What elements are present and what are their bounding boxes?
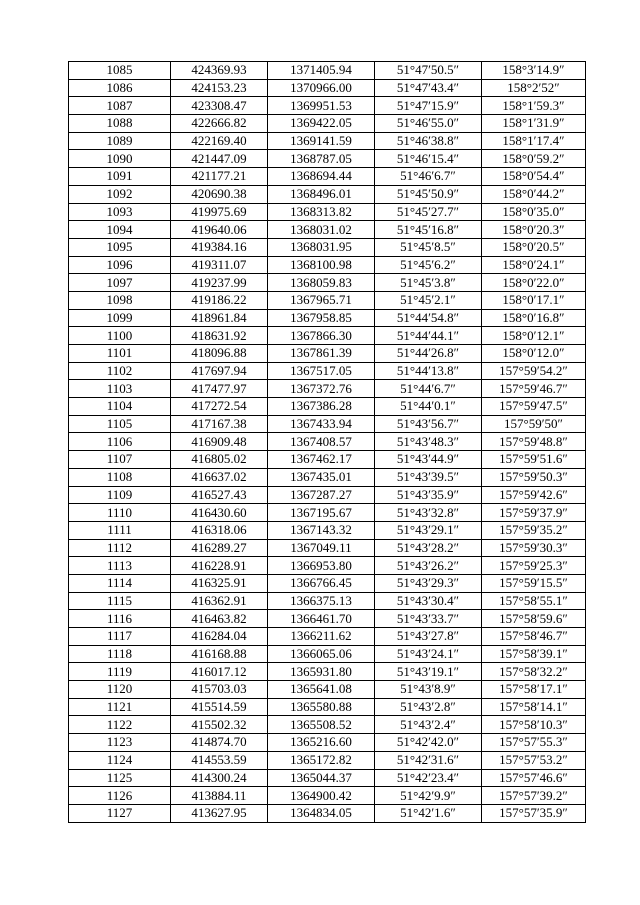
x-coordinate-cell: 416284.04 (171, 628, 268, 646)
latitude-cell: 51°44′6.7″ (375, 380, 482, 398)
y-coordinate-cell: 1368694.44 (268, 168, 375, 186)
table-row (69, 663, 586, 681)
table-row (69, 574, 586, 592)
point-number-cell: 1123 (69, 734, 171, 752)
y-coordinate-cell: 1368031.02 (268, 221, 375, 239)
point-number-cell: 1098 (69, 291, 171, 309)
point-number-cell: 1097 (69, 274, 171, 292)
longitude-cell: 158°0′44.2″ (482, 185, 586, 203)
point-number-cell: 1091 (69, 168, 171, 186)
latitude-cell: 51°43′30.4″ (375, 592, 482, 610)
longitude-cell: 157°58′32.2″ (482, 663, 586, 681)
coordinates-table-body (69, 62, 586, 823)
y-coordinate-cell: 1369141.59 (268, 132, 375, 150)
y-coordinate-cell: 1365508.52 (268, 716, 375, 734)
x-coordinate-cell: 419311.07 (171, 256, 268, 274)
x-coordinate-cell: 418961.84 (171, 309, 268, 327)
longitude-cell: 158°3′14.9″ (482, 62, 586, 80)
point-number-cell: 1096 (69, 256, 171, 274)
latitude-cell: 51°44′26.8″ (375, 345, 482, 363)
longitude-cell: 157°59′54.2″ (482, 362, 586, 380)
point-number-cell: 1106 (69, 433, 171, 451)
x-coordinate-cell: 421447.09 (171, 150, 268, 168)
x-coordinate-cell: 416168.88 (171, 645, 268, 663)
table-row (69, 451, 586, 469)
table-row (69, 256, 586, 274)
longitude-cell: 157°58′46.7″ (482, 628, 586, 646)
table-row (69, 203, 586, 221)
table-row (69, 132, 586, 150)
latitude-cell: 51°43′26.2″ (375, 557, 482, 575)
point-number-cell: 1112 (69, 539, 171, 557)
y-coordinate-cell: 1367386.28 (268, 398, 375, 416)
table-row (69, 345, 586, 363)
table-row (69, 274, 586, 292)
x-coordinate-cell: 416017.12 (171, 663, 268, 681)
longitude-cell: 157°59′47.5″ (482, 398, 586, 416)
x-coordinate-cell: 421177.21 (171, 168, 268, 186)
point-number-cell: 1109 (69, 486, 171, 504)
x-coordinate-cell: 418096.88 (171, 345, 268, 363)
latitude-cell: 51°43′33.7″ (375, 610, 482, 628)
y-coordinate-cell: 1367372.76 (268, 380, 375, 398)
longitude-cell: 157°59′25.3″ (482, 557, 586, 575)
table-row (69, 628, 586, 646)
y-coordinate-cell: 1365216.60 (268, 734, 375, 752)
table-row (69, 486, 586, 504)
y-coordinate-cell: 1368313.82 (268, 203, 375, 221)
y-coordinate-cell: 1368031.95 (268, 238, 375, 256)
y-coordinate-cell: 1371405.94 (268, 62, 375, 80)
x-coordinate-cell: 415502.32 (171, 716, 268, 734)
point-number-cell: 1102 (69, 362, 171, 380)
y-coordinate-cell: 1368100.98 (268, 256, 375, 274)
y-coordinate-cell: 1366766.45 (268, 574, 375, 592)
longitude-cell: 157°59′50″ (482, 415, 586, 433)
latitude-cell: 51°43′8.9″ (375, 681, 482, 699)
longitude-cell: 157°59′15.5″ (482, 574, 586, 592)
point-number-cell: 1121 (69, 698, 171, 716)
longitude-cell: 157°59′37.9″ (482, 504, 586, 522)
y-coordinate-cell: 1367195.67 (268, 504, 375, 522)
table-row (69, 168, 586, 186)
table-row (69, 645, 586, 663)
longitude-cell: 157°57′46.6″ (482, 769, 586, 787)
longitude-cell: 157°58′59.6″ (482, 610, 586, 628)
longitude-cell: 157°58′55.1″ (482, 592, 586, 610)
latitude-cell: 51°45′6.2″ (375, 256, 482, 274)
longitude-cell: 158°0′20.3″ (482, 221, 586, 239)
longitude-cell: 158°1′17.4″ (482, 132, 586, 150)
latitude-cell: 51°47′43.4″ (375, 79, 482, 97)
longitude-cell: 158°0′54.4″ (482, 168, 586, 186)
y-coordinate-cell: 1367287.27 (268, 486, 375, 504)
latitude-cell: 51°43′2.8″ (375, 698, 482, 716)
latitude-cell: 51°42′9.9″ (375, 787, 482, 805)
table-row (69, 115, 586, 133)
point-number-cell: 1094 (69, 221, 171, 239)
x-coordinate-cell: 422666.82 (171, 115, 268, 133)
table-row (69, 238, 586, 256)
longitude-cell: 157°59′50.3″ (482, 468, 586, 486)
y-coordinate-cell: 1368787.05 (268, 150, 375, 168)
longitude-cell: 158°1′59.3″ (482, 97, 586, 115)
latitude-cell: 51°43′32.8″ (375, 504, 482, 522)
coordinates-table (68, 61, 586, 823)
x-coordinate-cell: 416527.43 (171, 486, 268, 504)
x-coordinate-cell: 417167.38 (171, 415, 268, 433)
longitude-cell: 157°57′55.3″ (482, 734, 586, 752)
x-coordinate-cell: 414553.59 (171, 751, 268, 769)
y-coordinate-cell: 1367435.01 (268, 468, 375, 486)
longitude-cell: 157°59′46.7″ (482, 380, 586, 398)
point-number-cell: 1090 (69, 150, 171, 168)
longitude-cell: 158°0′12.1″ (482, 327, 586, 345)
point-number-cell: 1093 (69, 203, 171, 221)
y-coordinate-cell: 1367143.32 (268, 521, 375, 539)
table-row (69, 592, 586, 610)
table-row (69, 327, 586, 345)
longitude-cell: 157°58′39.1″ (482, 645, 586, 663)
point-number-cell: 1089 (69, 132, 171, 150)
x-coordinate-cell: 419384.16 (171, 238, 268, 256)
point-number-cell: 1124 (69, 751, 171, 769)
x-coordinate-cell: 414874.70 (171, 734, 268, 752)
latitude-cell: 51°46′55.0″ (375, 115, 482, 133)
table-row (69, 291, 586, 309)
longitude-cell: 158°0′24.1″ (482, 256, 586, 274)
y-coordinate-cell: 1367462.17 (268, 451, 375, 469)
latitude-cell: 51°43′39.5″ (375, 468, 482, 486)
table-row (69, 398, 586, 416)
longitude-cell: 158°0′22.0″ (482, 274, 586, 292)
x-coordinate-cell: 420690.38 (171, 185, 268, 203)
latitude-cell: 51°46′38.8″ (375, 132, 482, 150)
table-row (69, 150, 586, 168)
y-coordinate-cell: 1367433.94 (268, 415, 375, 433)
point-number-cell: 1125 (69, 769, 171, 787)
y-coordinate-cell: 1365641.08 (268, 681, 375, 699)
latitude-cell: 51°43′35.9″ (375, 486, 482, 504)
x-coordinate-cell: 416637.02 (171, 468, 268, 486)
x-coordinate-cell: 419186.22 (171, 291, 268, 309)
x-coordinate-cell: 416289.27 (171, 539, 268, 557)
x-coordinate-cell: 413627.95 (171, 804, 268, 822)
y-coordinate-cell: 1366375.13 (268, 592, 375, 610)
latitude-cell: 51°44′13.8″ (375, 362, 482, 380)
y-coordinate-cell: 1364834.05 (268, 804, 375, 822)
latitude-cell: 51°43′29.1″ (375, 521, 482, 539)
table-row (69, 221, 586, 239)
table-row (69, 97, 586, 115)
longitude-cell: 158°0′17.1″ (482, 291, 586, 309)
x-coordinate-cell: 416228.91 (171, 557, 268, 575)
x-coordinate-cell: 424153.23 (171, 79, 268, 97)
point-number-cell: 1088 (69, 115, 171, 133)
y-coordinate-cell: 1368059.83 (268, 274, 375, 292)
y-coordinate-cell: 1365172.82 (268, 751, 375, 769)
point-number-cell: 1085 (69, 62, 171, 80)
x-coordinate-cell: 417477.97 (171, 380, 268, 398)
longitude-cell: 158°0′12.0″ (482, 345, 586, 363)
longitude-cell: 158°0′20.5″ (482, 238, 586, 256)
point-number-cell: 1092 (69, 185, 171, 203)
point-number-cell: 1110 (69, 504, 171, 522)
table-row (69, 681, 586, 699)
longitude-cell: 157°59′35.2″ (482, 521, 586, 539)
latitude-cell: 51°45′2.1″ (375, 291, 482, 309)
x-coordinate-cell: 416318.06 (171, 521, 268, 539)
x-coordinate-cell: 415514.59 (171, 698, 268, 716)
y-coordinate-cell: 1370966.00 (268, 79, 375, 97)
point-number-cell: 1086 (69, 79, 171, 97)
table-row (69, 433, 586, 451)
latitude-cell: 51°45′50.9″ (375, 185, 482, 203)
latitude-cell: 51°43′48.3″ (375, 433, 482, 451)
x-coordinate-cell: 416463.82 (171, 610, 268, 628)
latitude-cell: 51°43′2.4″ (375, 716, 482, 734)
x-coordinate-cell: 419640.06 (171, 221, 268, 239)
longitude-cell: 157°59′42.6″ (482, 486, 586, 504)
x-coordinate-cell: 422169.40 (171, 132, 268, 150)
point-number-cell: 1099 (69, 309, 171, 327)
table-row (69, 62, 586, 80)
x-coordinate-cell: 417272.54 (171, 398, 268, 416)
latitude-cell: 51°45′3.8″ (375, 274, 482, 292)
longitude-cell: 158°1′31.9″ (482, 115, 586, 133)
table-row (69, 415, 586, 433)
latitude-cell: 51°43′56.7″ (375, 415, 482, 433)
y-coordinate-cell: 1366065.06 (268, 645, 375, 663)
latitude-cell: 51°45′27.7″ (375, 203, 482, 221)
y-coordinate-cell: 1364900.42 (268, 787, 375, 805)
x-coordinate-cell: 416325.91 (171, 574, 268, 592)
point-number-cell: 1117 (69, 628, 171, 646)
table-row (69, 734, 586, 752)
point-number-cell: 1114 (69, 574, 171, 592)
latitude-cell: 51°43′28.2″ (375, 539, 482, 557)
table-row (69, 539, 586, 557)
table-row (69, 380, 586, 398)
latitude-cell: 51°42′31.6″ (375, 751, 482, 769)
x-coordinate-cell: 413884.11 (171, 787, 268, 805)
table-row (69, 79, 586, 97)
y-coordinate-cell: 1369951.53 (268, 97, 375, 115)
table-row (69, 769, 586, 787)
point-number-cell: 1115 (69, 592, 171, 610)
y-coordinate-cell: 1367861.39 (268, 345, 375, 363)
latitude-cell: 51°44′0.1″ (375, 398, 482, 416)
y-coordinate-cell: 1366211.62 (268, 628, 375, 646)
y-coordinate-cell: 1367958.85 (268, 309, 375, 327)
latitude-cell: 51°45′16.8″ (375, 221, 482, 239)
point-number-cell: 1118 (69, 645, 171, 663)
y-coordinate-cell: 1365580.88 (268, 698, 375, 716)
table-row (69, 787, 586, 805)
y-coordinate-cell: 1367408.57 (268, 433, 375, 451)
y-coordinate-cell: 1368496.01 (268, 185, 375, 203)
point-number-cell: 1101 (69, 345, 171, 363)
y-coordinate-cell: 1367866.30 (268, 327, 375, 345)
longitude-cell: 157°57′53.2″ (482, 751, 586, 769)
x-coordinate-cell: 419237.99 (171, 274, 268, 292)
latitude-cell: 51°45′8.5″ (375, 238, 482, 256)
table-row (69, 804, 586, 822)
latitude-cell: 51°43′27.8″ (375, 628, 482, 646)
latitude-cell: 51°43′44.9″ (375, 451, 482, 469)
x-coordinate-cell: 424369.93 (171, 62, 268, 80)
longitude-cell: 158°0′16.8″ (482, 309, 586, 327)
point-number-cell: 1104 (69, 398, 171, 416)
point-number-cell: 1095 (69, 238, 171, 256)
x-coordinate-cell: 416430.60 (171, 504, 268, 522)
longitude-cell: 157°57′39.2″ (482, 787, 586, 805)
longitude-cell: 158°2′52″ (482, 79, 586, 97)
x-coordinate-cell: 416805.02 (171, 451, 268, 469)
table-row (69, 610, 586, 628)
point-number-cell: 1087 (69, 97, 171, 115)
y-coordinate-cell: 1365044.37 (268, 769, 375, 787)
y-coordinate-cell: 1365931.80 (268, 663, 375, 681)
latitude-cell: 51°43′29.3″ (375, 574, 482, 592)
x-coordinate-cell: 417697.94 (171, 362, 268, 380)
latitude-cell: 51°44′44.1″ (375, 327, 482, 345)
y-coordinate-cell: 1366953.80 (268, 557, 375, 575)
longitude-cell: 158°0′59.2″ (482, 150, 586, 168)
table-row (69, 309, 586, 327)
latitude-cell: 51°43′19.1″ (375, 663, 482, 681)
table-row (69, 716, 586, 734)
longitude-cell: 157°59′30.3″ (482, 539, 586, 557)
latitude-cell: 51°42′23.4″ (375, 769, 482, 787)
y-coordinate-cell: 1369422.05 (268, 115, 375, 133)
latitude-cell: 51°47′50.5″ (375, 62, 482, 80)
x-coordinate-cell: 416909.48 (171, 433, 268, 451)
latitude-cell: 51°47′15.9″ (375, 97, 482, 115)
point-number-cell: 1103 (69, 380, 171, 398)
table-row (69, 698, 586, 716)
latitude-cell: 51°44′54.8″ (375, 309, 482, 327)
x-coordinate-cell: 414300.24 (171, 769, 268, 787)
longitude-cell: 157°59′48.8″ (482, 433, 586, 451)
x-coordinate-cell: 418631.92 (171, 327, 268, 345)
longitude-cell: 157°58′17.1″ (482, 681, 586, 699)
table-row (69, 751, 586, 769)
point-number-cell: 1105 (69, 415, 171, 433)
latitude-cell: 51°42′1.6″ (375, 804, 482, 822)
y-coordinate-cell: 1367517.05 (268, 362, 375, 380)
longitude-cell: 157°59′51.6″ (482, 451, 586, 469)
y-coordinate-cell: 1366461.70 (268, 610, 375, 628)
point-number-cell: 1126 (69, 787, 171, 805)
longitude-cell: 157°58′10.3″ (482, 716, 586, 734)
point-number-cell: 1107 (69, 451, 171, 469)
x-coordinate-cell: 419975.69 (171, 203, 268, 221)
y-coordinate-cell: 1367049.11 (268, 539, 375, 557)
point-number-cell: 1111 (69, 521, 171, 539)
y-coordinate-cell: 1367965.71 (268, 291, 375, 309)
table-row (69, 557, 586, 575)
latitude-cell: 51°46′6.7″ (375, 168, 482, 186)
table-row (69, 362, 586, 380)
x-coordinate-cell: 423308.47 (171, 97, 268, 115)
point-number-cell: 1119 (69, 663, 171, 681)
table-row (69, 185, 586, 203)
latitude-cell: 51°42′42.0″ (375, 734, 482, 752)
latitude-cell: 51°46′15.4″ (375, 150, 482, 168)
point-number-cell: 1122 (69, 716, 171, 734)
x-coordinate-cell: 415703.03 (171, 681, 268, 699)
point-number-cell: 1120 (69, 681, 171, 699)
table-row (69, 504, 586, 522)
point-number-cell: 1100 (69, 327, 171, 345)
table-row (69, 521, 586, 539)
table-row (69, 468, 586, 486)
x-coordinate-cell: 416362.91 (171, 592, 268, 610)
longitude-cell: 157°57′35.9″ (482, 804, 586, 822)
point-number-cell: 1108 (69, 468, 171, 486)
longitude-cell: 157°58′14.1″ (482, 698, 586, 716)
point-number-cell: 1113 (69, 557, 171, 575)
longitude-cell: 158°0′35.0″ (482, 203, 586, 221)
point-number-cell: 1127 (69, 804, 171, 822)
latitude-cell: 51°43′24.1″ (375, 645, 482, 663)
point-number-cell: 1116 (69, 610, 171, 628)
